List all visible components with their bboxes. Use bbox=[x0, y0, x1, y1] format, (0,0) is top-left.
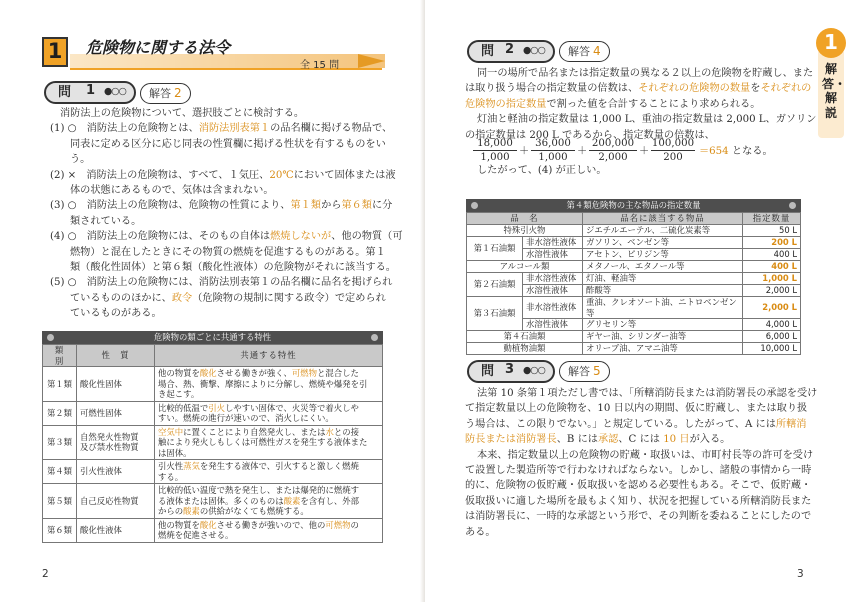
text-run: 法第 10 条第１項ただし書では、「所轄消防長または消防署長の承認を受け bbox=[477, 388, 818, 399]
quantity-cell: 4,000 L bbox=[743, 319, 801, 331]
text-run: すい。燃焼の進行が速いので、消火しにくい。 bbox=[158, 413, 334, 423]
fraction bbox=[651, 137, 695, 164]
quantity-cell: 1,000 L bbox=[743, 273, 801, 285]
text-run: から bbox=[321, 200, 342, 212]
question-3-label: 問 bbox=[467, 360, 555, 383]
text-run: との接 bbox=[333, 426, 359, 437]
property-cell: 可燃性固体 bbox=[77, 401, 155, 425]
subcategory-cell: 非水溶性液体 bbox=[523, 237, 583, 249]
property-cell: 酸化性固体 bbox=[77, 367, 155, 402]
items-cell: アセトン、ピリジン等 bbox=[582, 249, 742, 261]
trait-line bbox=[158, 506, 379, 517]
text-run: 、他の物質（可 bbox=[331, 231, 403, 243]
text-run: からの bbox=[158, 506, 184, 516]
text-line bbox=[70, 183, 274, 199]
table4-caption: 第４類危険物の主な物品の指定数量 bbox=[466, 199, 801, 212]
items-cell: 灯油、軽油等 bbox=[582, 273, 742, 285]
result-value: ＝654 bbox=[699, 146, 729, 157]
text-line bbox=[465, 432, 730, 448]
right-page bbox=[425, 0, 850, 602]
text-run: (2) × 消防法上の危険物は、すべて、１気圧、 bbox=[50, 169, 270, 181]
text-run: 仮取扱いに適した場所を最もよく知り、状況を把握している所轄消防長また bbox=[465, 495, 812, 507]
trait-cell bbox=[155, 518, 383, 542]
text-run: 類されている。 bbox=[70, 215, 142, 227]
text-run: が入る。 bbox=[689, 434, 731, 446]
text-run: の bbox=[350, 519, 359, 530]
property-cell: 自然発火性物質 及び禁水性物質 bbox=[77, 425, 155, 460]
items-cell: オリーブ油、アマニ油等 bbox=[582, 343, 742, 355]
question-3-number: 3 bbox=[505, 362, 515, 377]
trait-line bbox=[158, 403, 379, 414]
text-run: 体の状態にあるもので、気体は含まれない。 bbox=[70, 185, 274, 196]
text-run: に置くことにより自然発火し、または bbox=[183, 426, 326, 437]
text-line bbox=[477, 112, 817, 128]
highlighted-term: 危険物の指定数量 bbox=[465, 98, 547, 110]
highlighted-term: 引火 bbox=[208, 402, 225, 413]
quantity-cell: 2,000 L bbox=[743, 285, 801, 297]
text-run: と混合した bbox=[316, 368, 359, 378]
text-run: 同一の場所で品名または指定数量の異なる２以上の危険物を貯蔵し、また bbox=[477, 68, 814, 79]
subcategory-cell: 水溶性液体 bbox=[523, 319, 583, 331]
subcategory-cell: 非水溶性液体 bbox=[523, 273, 583, 285]
chapter-number-badge: 1 bbox=[816, 28, 846, 58]
fraction bbox=[589, 137, 637, 164]
items-cell: 重油、クレオソート油、ニトロベンゼン等 bbox=[582, 297, 742, 319]
calculation-result bbox=[699, 144, 773, 160]
text-line bbox=[465, 494, 811, 510]
table-row bbox=[43, 484, 383, 519]
text-line bbox=[60, 106, 304, 122]
text-run: させる働きが強く、 bbox=[216, 368, 292, 378]
class-cell: 第６類 bbox=[43, 518, 77, 542]
category-cell: 動植物油類 bbox=[467, 343, 583, 355]
text-run: 、B には bbox=[556, 434, 598, 446]
highlighted-term: 第６類 bbox=[341, 200, 372, 212]
text-run: しやすい固体で、火災等で着火しや bbox=[225, 402, 359, 413]
text-run: る液体または固体。多くのものは bbox=[158, 495, 284, 506]
text-run: 触により発火しもしくは可燃性ガスを発生する液体また bbox=[158, 437, 368, 447]
trait-line bbox=[158, 427, 379, 438]
table-row bbox=[43, 460, 383, 484]
text-line bbox=[70, 245, 386, 261]
highlighted-term: 燃焼しないが bbox=[270, 231, 332, 243]
question-count: 全 15 問 bbox=[300, 60, 340, 71]
text-run: 本来、指定数量以上の危険物の貯蔵・取扱いは、市町村長等の許可を受け bbox=[477, 449, 814, 461]
text-run: う場合は、この限りでない。」と規定している。したがって、A には bbox=[465, 418, 776, 430]
items-cell: グリセリン等 bbox=[582, 319, 742, 331]
section-arrow bbox=[358, 54, 385, 68]
table-header-cell: 品 名 bbox=[467, 213, 583, 225]
text-line bbox=[70, 291, 386, 307]
highlighted-term: 承認 bbox=[597, 434, 619, 446]
fraction-numerator: 100,000 bbox=[651, 138, 695, 149]
text-run: (5) ○ 消防法上の危険物には、消防法別表第１の品名欄に品名を掲げられ bbox=[50, 277, 393, 289]
class-cell: 第１類 bbox=[43, 367, 77, 402]
trait-cell bbox=[155, 484, 383, 519]
text-run: 燃焼を促進させる。 bbox=[158, 530, 234, 540]
fraction-denominator: 2,000 bbox=[589, 150, 637, 164]
hazard-class-traits-table bbox=[42, 344, 383, 543]
text-line bbox=[50, 275, 392, 291]
quantity-cell: 10,000 L bbox=[743, 343, 801, 355]
caption-dot-icon bbox=[47, 334, 54, 341]
text-run: で割った値を合計することにより求められる。 bbox=[546, 98, 761, 110]
trait-line bbox=[158, 413, 379, 424]
class-cell: 第２類 bbox=[43, 401, 77, 425]
highlighted-term: 蒸気 bbox=[183, 461, 200, 471]
subcategory-cell: 非水溶性液体 bbox=[523, 297, 583, 319]
text-run: 類（酸化性固体）と第６類（酸化性液体）の危険物がそれに該当する。 bbox=[70, 262, 396, 273]
page-number: 2 bbox=[42, 568, 49, 580]
text-run: 引火性 bbox=[158, 461, 184, 471]
plus-sign: ＋ bbox=[639, 146, 650, 157]
caption-dot-icon bbox=[371, 334, 378, 341]
text-run: ているもののほかに、 bbox=[70, 292, 172, 304]
highlighted-term: 酸化 bbox=[199, 519, 217, 530]
table-header-cell: 共通する特性 bbox=[155, 345, 383, 367]
table-header-row bbox=[43, 345, 383, 367]
highlighted-term: それぞれの危険物の数量 bbox=[638, 83, 751, 95]
highlighted-term: 酸素 bbox=[283, 495, 301, 506]
category-cell: 第３石油類 bbox=[467, 297, 523, 331]
text-run: 場合、熱、衝撃、摩擦によりに分解し、燃焼や爆発を引 bbox=[158, 378, 368, 389]
text-run: に分 bbox=[372, 200, 393, 212]
question-2-number: 2 bbox=[505, 42, 515, 57]
class4-designated-quantity-table bbox=[466, 212, 801, 355]
table-row bbox=[467, 261, 801, 273]
text-line bbox=[50, 121, 392, 137]
answer-1-badge: 解答 2 bbox=[140, 83, 191, 104]
highlighted-term: 20℃ bbox=[269, 169, 294, 181]
text-run: の指定数量は 200 L であるから、指定数量の倍数は、 bbox=[465, 129, 715, 141]
table-row bbox=[43, 518, 383, 542]
difficulty-dots: ●○○ bbox=[523, 365, 545, 376]
text-run: き起こす。 bbox=[158, 389, 200, 399]
quantity-cell: 2,000 L bbox=[743, 297, 801, 319]
text-line bbox=[465, 97, 760, 113]
fraction bbox=[473, 137, 517, 164]
table-header-cell: 類 別 bbox=[43, 345, 77, 367]
highlighted-term: 10 日 bbox=[663, 434, 690, 446]
text-line bbox=[70, 137, 386, 153]
fraction-numerator: 18,000 bbox=[477, 138, 513, 149]
highlighted-term: それぞれの bbox=[760, 83, 812, 95]
text-run: は取り扱う場合の指定数量の倍数は、 bbox=[465, 83, 639, 95]
highlighted-term: 可燃物 bbox=[325, 519, 351, 530]
table-row bbox=[43, 367, 383, 402]
difficulty-dots: ●○○ bbox=[104, 86, 126, 97]
table-row bbox=[467, 331, 801, 343]
text-line bbox=[465, 463, 811, 479]
trait-line bbox=[158, 472, 379, 483]
text-run: において固体または液 bbox=[293, 169, 396, 181]
trait-cell bbox=[155, 425, 383, 460]
trait-cell bbox=[155, 367, 383, 402]
items-cell: ガソリン、ベンゼン等 bbox=[582, 237, 742, 249]
trait-line bbox=[158, 368, 379, 379]
text-run: 比較的低い温度で熱を発生し、または爆発的に燃焼す bbox=[158, 485, 359, 495]
items-cell: ジエチルエーテル、二硫化炭素等 bbox=[582, 225, 742, 237]
table-row bbox=[467, 273, 801, 285]
section-title: 危険物に関する法令 bbox=[86, 38, 231, 57]
result-tail: となる。 bbox=[728, 146, 773, 157]
table-header-row bbox=[467, 213, 801, 225]
trait-line bbox=[158, 520, 379, 531]
answer-2-badge: 解答 4 bbox=[559, 41, 610, 62]
property-cell: 自己反応性物質 bbox=[77, 484, 155, 519]
table-row bbox=[43, 425, 383, 460]
subcategory-cell: 水溶性液体 bbox=[523, 285, 583, 297]
fraction-denominator: 1,000 bbox=[531, 150, 575, 164]
text-line bbox=[465, 81, 811, 97]
highlighted-term: 第１類 bbox=[290, 200, 322, 212]
question-1-label: 問 bbox=[44, 81, 136, 104]
text-run: 比較的低温で bbox=[158, 402, 209, 413]
text-line bbox=[465, 478, 811, 494]
quantity-cell: 200 L bbox=[743, 237, 801, 249]
text-line bbox=[70, 260, 396, 276]
trait-line bbox=[158, 389, 379, 400]
table-header-cell: 性 質 bbox=[77, 345, 155, 367]
items-cell: 酢酸等 bbox=[582, 285, 742, 297]
text-run: 灯油と軽油の指定数量は 1,000 L、重油の指定数量は 2,000 L、ガソリン bbox=[477, 114, 817, 126]
table-row bbox=[467, 343, 801, 355]
trait-line bbox=[158, 437, 379, 448]
highlighted-term: 政令 bbox=[171, 292, 193, 304]
fraction-numerator: 36,000 bbox=[535, 138, 571, 149]
text-run: 燃物）と混在したときにその物質の燃焼を促進するものがある。第１ bbox=[70, 246, 386, 258]
chapter-tab-label: 解答・解説 bbox=[822, 62, 847, 120]
class-cell: 第４類 bbox=[43, 460, 77, 484]
table-row bbox=[467, 237, 801, 249]
text-run: ているものがある。 bbox=[70, 308, 162, 320]
category-cell: 特殊引火物 bbox=[467, 225, 583, 237]
caption-dot-icon bbox=[789, 202, 796, 209]
highlighted-term: 空気中 bbox=[158, 426, 184, 437]
quantity-cell: 50 L bbox=[743, 225, 801, 237]
text-line bbox=[50, 168, 396, 184]
text-run: ある。 bbox=[465, 526, 496, 538]
trait-line bbox=[158, 530, 379, 541]
quantity-cell: 6,000 L bbox=[743, 331, 801, 343]
table-row bbox=[467, 297, 801, 319]
property-cell: 酸化性液体 bbox=[77, 518, 155, 542]
trait-line bbox=[158, 496, 379, 507]
page-number: 3 bbox=[797, 568, 804, 580]
text-line bbox=[477, 66, 813, 82]
text-run: (4) ○ 消防法上の危険物には、そのもの自体は bbox=[50, 231, 271, 243]
difficulty-dots: ●○○ bbox=[523, 45, 545, 56]
text-run: 消防法上の危険物について、選択肢ごとに検討する。 bbox=[60, 108, 305, 119]
trait-line bbox=[158, 485, 379, 496]
text-run: 的に、危険物の仮貯蔵・仮取扱いを認める必要性もある。そこで、仮貯蔵・ bbox=[465, 480, 812, 492]
text-line bbox=[465, 509, 811, 525]
text-run: は固体。 bbox=[158, 447, 192, 458]
text-run: (3) ○ 消防法上の危険物は、危険物の性質により、 bbox=[50, 200, 291, 212]
text-run: を発生する液体で、引火すると激しく燃焼 bbox=[199, 461, 359, 471]
text-line bbox=[465, 525, 496, 541]
fraction bbox=[531, 137, 575, 164]
text-run: 同表に定める区分に応じ同表の性質欄に掲げる性状を有するものをい bbox=[70, 138, 386, 150]
text-line bbox=[477, 448, 813, 464]
plus-sign: ＋ bbox=[519, 146, 530, 157]
trait-line bbox=[158, 461, 379, 472]
question-1-number: 1 bbox=[86, 83, 96, 98]
trait-cell bbox=[155, 460, 383, 484]
text-run: の品名欄に掲げる物品で、 bbox=[270, 123, 393, 135]
text-run: を bbox=[750, 83, 761, 95]
highlighted-term: 酸素 bbox=[183, 506, 200, 516]
trait-line bbox=[158, 448, 379, 459]
quantity-cell: 400 L bbox=[743, 261, 801, 273]
text-run: の供給がなくても燃焼する。 bbox=[199, 506, 309, 516]
trait-line bbox=[158, 379, 379, 390]
text-line bbox=[50, 229, 403, 245]
question-2-conclusion: したがって、(4) が正しい。 bbox=[477, 165, 607, 176]
text-line bbox=[465, 417, 806, 433]
subcategory-cell: 水溶性液体 bbox=[523, 249, 583, 261]
table-header-cell: 指定数量 bbox=[743, 213, 801, 225]
section-number: 1 bbox=[42, 37, 68, 67]
text-run: 、C には bbox=[618, 434, 664, 446]
highlighted-term: 可燃物 bbox=[291, 368, 317, 378]
category-cell: 第１石油類 bbox=[467, 237, 523, 261]
fraction-denominator: 1,000 bbox=[473, 150, 517, 164]
table-caption: 危険物の類ごとに共通する特性 bbox=[42, 331, 383, 344]
highlighted-term: 所轄消 bbox=[775, 418, 807, 430]
quantity-cell: 400 L bbox=[743, 249, 801, 261]
table-row bbox=[43, 401, 383, 425]
highlighted-term: 防長または消防署長 bbox=[465, 434, 557, 446]
text-run: を含有し、外部 bbox=[300, 495, 359, 506]
text-run: 他の物質を bbox=[158, 368, 200, 378]
text-run: は消防署長に、一時的な承認という形で、その判断を委ねることにしたので bbox=[465, 511, 812, 523]
text-run: う。 bbox=[70, 154, 91, 166]
items-cell: ギヤー油、シリンダー油等 bbox=[582, 331, 742, 343]
question-2-label: 問 bbox=[467, 40, 555, 63]
caption-dot-icon bbox=[471, 202, 478, 209]
text-run: する。 bbox=[158, 471, 184, 482]
fraction-denominator: 200 bbox=[651, 150, 695, 164]
text-line bbox=[50, 198, 392, 214]
text-run: (1) ○ 消防法上の危険物とは、 bbox=[50, 123, 199, 135]
text-line bbox=[70, 152, 90, 168]
text-line bbox=[70, 306, 162, 322]
class-cell: 第３類 bbox=[43, 425, 77, 460]
fraction-numerator: 200,000 bbox=[591, 138, 635, 149]
text-line bbox=[465, 401, 807, 417]
text-run: させる働きが強いので、他の bbox=[216, 519, 326, 530]
text-run: て指定数量以上の危険物を、10 日以内の期間、仮に貯蔵し、または取り扱 bbox=[465, 403, 808, 415]
table-row bbox=[467, 225, 801, 237]
trait-cell bbox=[155, 401, 383, 425]
text-run: 他の物質を bbox=[158, 519, 200, 530]
property-cell: 引火性液体 bbox=[77, 460, 155, 484]
class-cell: 第５類 bbox=[43, 484, 77, 519]
text-run: （危険物の規制に関する政令）で定められ bbox=[192, 292, 386, 304]
answer-3-badge: 解答 5 bbox=[559, 361, 610, 382]
text-line bbox=[70, 214, 141, 230]
plus-sign: ＋ bbox=[577, 146, 588, 157]
category-cell: 第２石油類 bbox=[467, 273, 523, 297]
table-header-cell: 品名に該当する物品 bbox=[582, 213, 742, 225]
items-cell: メタノール、エタノール等 bbox=[582, 261, 742, 273]
category-cell: 第４石油類 bbox=[467, 331, 583, 343]
highlighted-term: 消防法別表第１ bbox=[198, 123, 271, 135]
highlighted-term: 水 bbox=[325, 426, 334, 437]
text-run: て設置した製造所等で行わなければならない。しかし、諸般の事情から一時 bbox=[465, 465, 812, 476]
highlighted-term: 酸化 bbox=[199, 368, 217, 378]
category-cell: アルコール類 bbox=[467, 261, 583, 273]
text-line bbox=[477, 386, 817, 402]
